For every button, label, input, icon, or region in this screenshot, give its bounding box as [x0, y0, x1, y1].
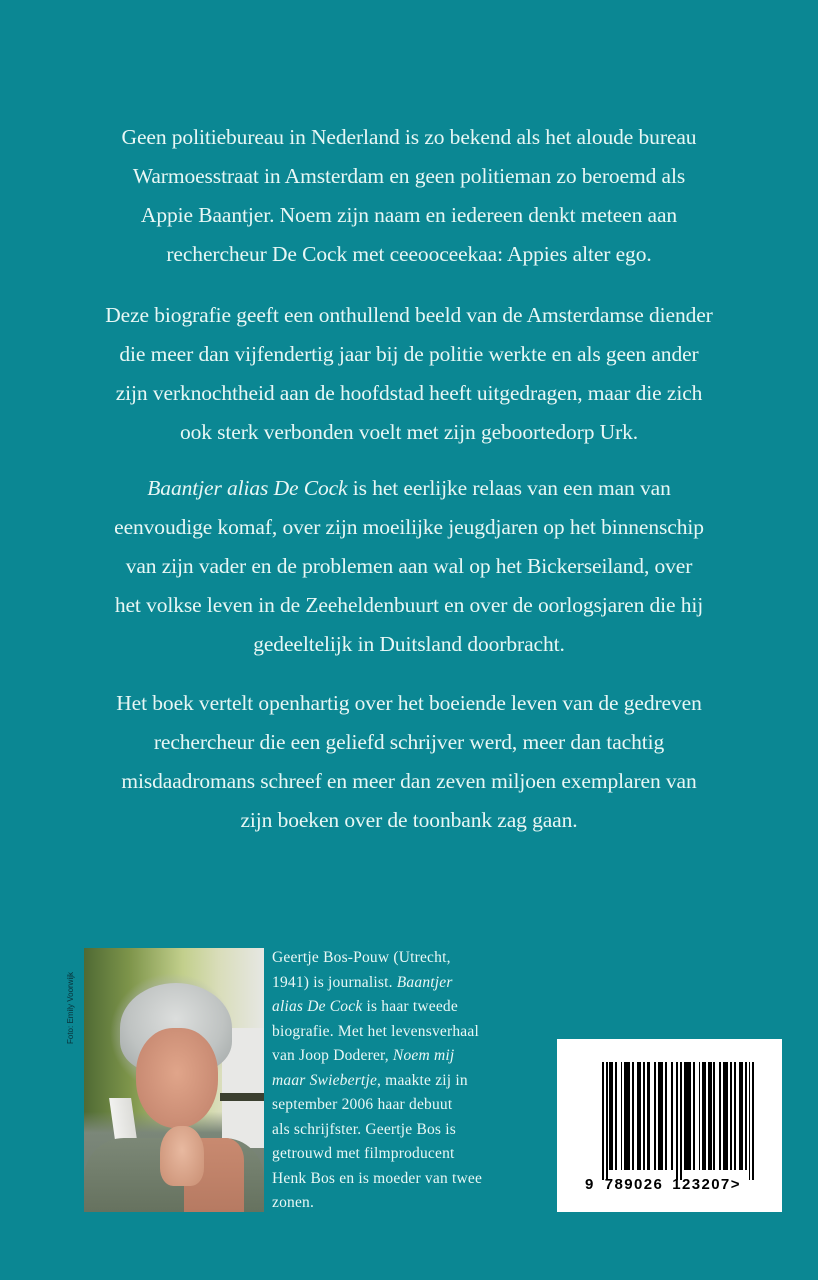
- photo-credit: Foto: Emily Voorwijk: [66, 971, 75, 1044]
- text-line: Deze biografie geeft een onthullend beeld van de Amsterdamse diender: [105, 303, 713, 327]
- isbn-first-digit: 9: [585, 1176, 595, 1193]
- author-bio: [272, 946, 542, 1216]
- book-title: Baantjer alias De Cock: [147, 476, 348, 500]
- text-fragment: 1941) is journalist.: [272, 973, 397, 991]
- text-line: van zijn vader en de problemen aan wal op het Bickerseiland, over: [125, 554, 693, 578]
- bio-line: biografie. Met het levensverhaal: [272, 1022, 479, 1040]
- text-line: Warmoesstraat in Amsterdam en geen politieman zo beroemd als: [132, 164, 686, 188]
- text-line: zijn boeken over de toonbank zag gaan.: [240, 808, 578, 832]
- text-line: Het boek vertelt openhartig over het boeiende leven van de gedreven: [116, 691, 702, 715]
- book-title: Noem mij: [392, 1047, 455, 1064]
- isbn-digits: [585, 1176, 741, 1193]
- blurb-paragraph-3: [70, 469, 748, 664]
- text-line: die meer dan vijfendertig jaar bij de politie werkte en als geen ander: [119, 342, 699, 366]
- bio-line: [272, 1044, 542, 1069]
- blurb-paragraph-1: [70, 118, 748, 274]
- bio-line: Henk Bos en is moeder van twee: [272, 1169, 483, 1187]
- isbn-right-group: 123207: [672, 1176, 731, 1193]
- blurb-paragraph-2: [70, 296, 748, 452]
- text-line: gedeeltelijk in Duitsland doorbracht.: [253, 632, 565, 656]
- text-line: ook sterk verbonden voelt met zijn geboortedorp Urk.: [179, 420, 639, 444]
- bio-line: [272, 995, 542, 1020]
- quiet-zone-marker-icon: >: [730, 1176, 741, 1193]
- book-title: alias De Cock: [272, 998, 363, 1015]
- photo-hand: [160, 1126, 204, 1186]
- book-title: maar Swiebertje: [272, 1071, 378, 1089]
- bio-line: getrouwd met filmproducent: [272, 1145, 455, 1162]
- text-line: zijn verknochtheid aan de hoofdstad heeft uitgedragen, maar die zich: [115, 381, 703, 405]
- text-line: [70, 469, 748, 508]
- bio-line: Geertje Bos-Pouw (Utrecht,: [272, 949, 451, 966]
- bio-line: september 2006 haar debuut: [272, 1096, 453, 1113]
- author-photo: [84, 948, 264, 1212]
- text-line: misdaadromans schreef en meer dan zeven miljoen exemplaren van: [121, 769, 697, 793]
- text-line: rechercheur die een geliefd schrijver werd, meer dan tachtig: [153, 730, 665, 754]
- bio-line: [272, 1069, 542, 1094]
- photo-background-bench-bar: [220, 1093, 264, 1101]
- blurb-paragraph-4: [70, 684, 748, 840]
- text-line: eenvoudige komaf, over zijn moeilijke jeugdjaren op het binnenschip: [114, 515, 704, 539]
- book-title: Baantjer: [396, 973, 453, 991]
- photo-face: [136, 1028, 218, 1128]
- text-line: Appie Baantjer. Noem zijn naam en iedereen denkt meteen aan: [140, 203, 678, 227]
- text-line: rechercheur De Cock met ceeooceekaa: Appies alter ego.: [166, 242, 652, 266]
- bio-line: zonen.: [272, 1194, 315, 1211]
- bio-line: [272, 971, 542, 996]
- bio-line: als schrijfster. Geertje Bos is: [272, 1120, 456, 1138]
- isbn-left-group: 789026: [604, 1176, 664, 1193]
- text-fragment: is haar tweede: [362, 998, 458, 1015]
- text-fragment: van Joop Doderer,: [272, 1047, 393, 1064]
- text-fragment: is het eerlijke relaas van een man van: [347, 476, 671, 500]
- text-line: het volkse leven in de Zeeheldenbuurt en over de oorlogsjaren die hij: [114, 593, 704, 617]
- isbn-barcode: [557, 1039, 782, 1212]
- text-fragment: , maakte zij in: [377, 1071, 468, 1089]
- barcode-bars: [602, 1062, 754, 1180]
- text-line: Geen politiebureau in Nederland is zo bekend als het aloude bureau: [121, 125, 697, 149]
